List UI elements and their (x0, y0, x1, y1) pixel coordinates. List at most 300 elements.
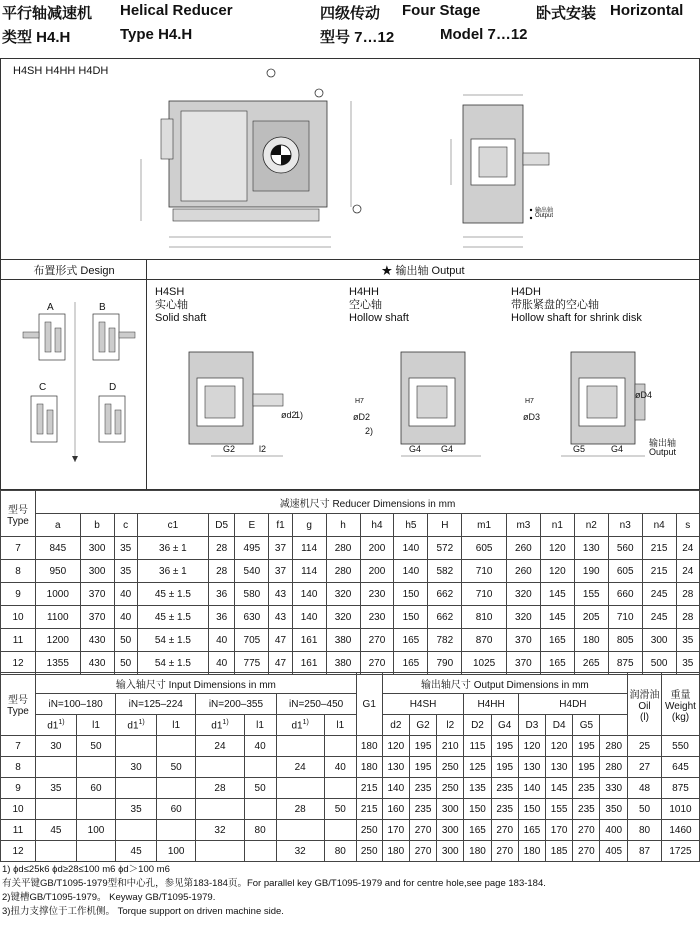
data-cell: 161 (292, 652, 326, 675)
type-header-cn: 型号 (8, 504, 28, 516)
data-cell: 28 (276, 799, 324, 820)
data-cell: 50 (76, 736, 115, 757)
column-label: d1 (47, 720, 59, 732)
data-cell: 875 (608, 652, 642, 675)
data-cell: 185 (546, 841, 573, 862)
data-cell (324, 820, 356, 841)
main-drawing (1, 59, 699, 259)
data-cell (196, 841, 244, 862)
data-cell: 140 (292, 606, 326, 629)
data-cell: 37 (269, 560, 292, 583)
data-cell (76, 841, 115, 862)
data-cell: 135 (464, 778, 491, 799)
stage-en: Four Stage (402, 2, 481, 19)
type-cell: 9 (1, 778, 36, 799)
data-cell: 120 (518, 736, 545, 757)
table-row (1, 778, 700, 799)
h4sh-diagram (171, 338, 321, 468)
output-col-D3: D3 (518, 715, 545, 736)
data-cell (76, 757, 115, 778)
oil-header-en: Oil (638, 700, 651, 712)
data-cell: 1355 (36, 652, 81, 675)
data-cell: 320 (506, 583, 540, 606)
position-a-diagram (23, 314, 65, 360)
data-cell: 150 (518, 799, 545, 820)
data-cell: 125 (464, 757, 491, 778)
data-cell: 160 (382, 799, 409, 820)
h4sh-title (155, 286, 206, 325)
data-cell (116, 778, 157, 799)
side-view (451, 95, 549, 247)
data-cell: 50 (628, 799, 662, 820)
type-cell: 8 (1, 757, 36, 778)
type-header-en: Type (7, 706, 29, 717)
type-cell: 9 (1, 583, 36, 606)
data-cell: 280 (600, 736, 628, 757)
ratio-range-header: iN=125–224 (116, 694, 196, 715)
data-cell: 120 (540, 560, 574, 583)
data-cell (244, 799, 276, 820)
data-cell: 210 (437, 736, 464, 757)
position-label-d: D (109, 382, 117, 393)
data-cell: 165 (540, 629, 574, 652)
data-cell: 540 (235, 560, 269, 583)
data-cell (36, 757, 77, 778)
output-col-D4: D4 (546, 715, 573, 736)
data-cell: 245 (642, 583, 676, 606)
data-cell: 27 (628, 757, 662, 778)
table-row (1, 583, 700, 606)
data-cell: 710 (462, 583, 507, 606)
data-cell: 165 (464, 820, 491, 841)
data-cell: 36 (208, 583, 234, 606)
data-cell: 114 (292, 560, 326, 583)
type-cell: 12 (1, 652, 36, 675)
data-cell: 43 (269, 606, 292, 629)
data-cell: 370 (506, 652, 540, 675)
drawing-variants-label: H4SH H4HH H4DH (13, 65, 109, 77)
data-cell: 45 ± 1.5 (137, 583, 208, 606)
data-cell: 25 (628, 736, 662, 757)
data-cell: 24 (676, 537, 699, 560)
data-cell: 370 (80, 583, 114, 606)
h4hh-dim-d2: øD2 (353, 412, 371, 422)
data-cell: 45 (36, 820, 77, 841)
position-label-b: B (99, 302, 106, 313)
data-cell (156, 778, 195, 799)
type-cell: 11 (1, 629, 36, 652)
column-label: d1 (291, 720, 303, 732)
h4hh-group-header: H4HH (464, 694, 518, 715)
table-row (1, 736, 700, 757)
reducer-dimensions-title: 减速机尺寸 Reducer Dimensions in mm (36, 491, 700, 514)
data-cell: 120 (540, 537, 574, 560)
arrangement-diagram (1, 282, 147, 490)
title-en: Helical Reducer (120, 2, 233, 19)
data-cell: 645 (662, 757, 700, 778)
footnote-ref: 1) (302, 718, 309, 726)
shaft-dimensions-body (1, 673, 700, 862)
data-cell: 195 (491, 736, 518, 757)
output-title: ★ 输出轴 Output (147, 260, 699, 280)
footnote: 有关平键GB/T1095-1979型和中心孔，参见第183-184页。For parallel key GB/T1095-1979 and for centre hole,see page 183-184. (2, 878, 546, 889)
data-cell: 775 (235, 652, 269, 675)
column-label: d1 (211, 720, 223, 732)
h4hh-code: H4HH (349, 286, 379, 298)
data-cell: 140 (394, 537, 428, 560)
data-cell: 1010 (662, 799, 700, 820)
data-cell: 400 (600, 820, 628, 841)
data-cell: 140 (518, 778, 545, 799)
data-cell: 100 (76, 820, 115, 841)
data-cell: 572 (428, 537, 462, 560)
data-cell: 54 ± 1.5 (137, 629, 208, 652)
data-cell: 662 (428, 583, 462, 606)
data-cell: 130 (574, 537, 608, 560)
data-cell: 170 (382, 820, 409, 841)
data-cell: 28 (208, 537, 234, 560)
data-cell: 100 (156, 841, 195, 862)
data-cell: 47 (269, 652, 292, 675)
input-col-d1 (276, 715, 324, 736)
column-header-h: h (326, 514, 360, 537)
data-cell: 30 (116, 757, 157, 778)
mount-cn: 卧式安装 (536, 5, 597, 22)
column-header-row (1, 514, 700, 537)
data-cell: 36 (208, 606, 234, 629)
data-cell: 270 (409, 820, 436, 841)
data-cell: 270 (491, 841, 518, 862)
data-cell: 54 ± 1.5 (137, 652, 208, 675)
data-cell: 215 (642, 560, 676, 583)
data-cell: 805 (608, 629, 642, 652)
data-cell: 37 (269, 537, 292, 560)
table-header-row (1, 673, 700, 694)
data-cell: 165 (540, 652, 574, 675)
h4dh-dim-g4: G4 (611, 444, 624, 454)
data-cell: 130 (382, 757, 409, 778)
data-cell: 250 (437, 778, 464, 799)
data-cell: 320 (326, 583, 360, 606)
data-cell: 165 (518, 820, 545, 841)
position-d-diagram (99, 396, 125, 442)
footnote-ref: 1) (58, 718, 65, 726)
output-col-l2: l2 (437, 715, 464, 736)
position-b-diagram (93, 314, 135, 360)
table-row (1, 606, 700, 629)
data-cell: 50 (114, 652, 137, 675)
data-cell: 270 (409, 841, 436, 862)
data-cell: 32 (196, 820, 244, 841)
data-cell: 245 (642, 606, 676, 629)
data-cell (196, 757, 244, 778)
data-cell: 80 (324, 841, 356, 862)
data-cell: 380 (326, 652, 360, 675)
data-cell (276, 820, 324, 841)
data-cell: 195 (409, 757, 436, 778)
data-cell: 180 (356, 736, 382, 757)
input-col-l1: l1 (244, 715, 276, 736)
data-cell: 50 (244, 778, 276, 799)
data-cell: 114 (292, 537, 326, 560)
output-col-d2: d2 (382, 715, 409, 736)
h4sh-code: H4SH (155, 286, 185, 298)
data-cell (116, 736, 157, 757)
data-cell (196, 799, 244, 820)
data-cell: 161 (292, 629, 326, 652)
table-row (1, 560, 700, 583)
data-cell: 265 (574, 652, 608, 675)
data-cell: 50 (156, 757, 195, 778)
data-cell: 130 (518, 757, 545, 778)
type-header-en: Type (7, 515, 29, 527)
data-cell: 260 (506, 560, 540, 583)
data-cell: 950 (36, 560, 81, 583)
data-cell: 35 (116, 799, 157, 820)
column-label: d1 (127, 720, 139, 732)
data-cell: 605 (608, 560, 642, 583)
input-col-l1: l1 (324, 715, 356, 736)
type-cn: 类型 H4.H (2, 29, 71, 46)
footnotes (2, 863, 546, 919)
h4dh-output-cn: 输出轴 (649, 438, 677, 448)
data-cell (244, 841, 276, 862)
oil-header-cn: 润滑油 (629, 689, 660, 701)
data-cell: 180 (518, 841, 545, 862)
table-row (1, 820, 700, 841)
data-cell: 790 (428, 652, 462, 675)
data-cell: 582 (428, 560, 462, 583)
position-label-c: C (39, 382, 47, 393)
output-col-G5: G5 (573, 715, 600, 736)
data-cell: 28 (196, 778, 244, 799)
data-cell: 300 (642, 629, 676, 652)
data-cell (156, 820, 195, 841)
model-en: Model 7…12 (440, 26, 528, 43)
data-cell: 43 (269, 583, 292, 606)
column-header-m3: m3 (506, 514, 540, 537)
column-header-n3: n3 (608, 514, 642, 537)
data-cell: 710 (462, 560, 507, 583)
column-header-m1: m1 (462, 514, 507, 537)
data-cell: 430 (80, 629, 114, 652)
input-col-l1: l1 (156, 715, 195, 736)
page-header (2, 0, 698, 54)
data-cell: 170 (546, 820, 573, 841)
data-cell: 270 (491, 820, 518, 841)
arrangement-title: 布置形式 Design (1, 260, 147, 280)
layout-section (0, 260, 700, 490)
data-cell: 140 (292, 583, 326, 606)
data-cell: 250 (356, 820, 382, 841)
table-row (1, 757, 700, 778)
data-cell (276, 736, 324, 757)
footnote-ref: 1) (222, 718, 229, 726)
data-cell: 28 (208, 560, 234, 583)
data-cell: 250 (356, 841, 382, 862)
data-cell: 180 (464, 841, 491, 862)
data-cell: 180 (356, 757, 382, 778)
legend-output: Output (535, 213, 554, 219)
data-cell: 200 (360, 537, 394, 560)
data-cell: 260 (506, 537, 540, 560)
main-drawing-frame (0, 58, 700, 260)
input-col-d1 (116, 715, 157, 736)
weight-header-cn: 重量 (670, 689, 691, 701)
weight-header-en: Weight (665, 700, 696, 712)
data-cell: 300 (437, 820, 464, 841)
data-cell: 24 (196, 736, 244, 757)
data-cell: 35 (676, 629, 699, 652)
oil-header (628, 673, 662, 736)
data-cell: 270 (573, 841, 600, 862)
position-label-a: A (47, 302, 54, 313)
position-c-diagram (31, 396, 57, 442)
h4dh-cn: 带胀紧盘的空心轴 (511, 299, 599, 311)
data-cell: 370 (506, 629, 540, 652)
h4dh-group-header: H4DH (518, 694, 627, 715)
data-cell: 35 (114, 537, 137, 560)
type-cell: 7 (1, 736, 36, 757)
model-cn: 型号 7…12 (320, 29, 395, 46)
data-cell (76, 799, 115, 820)
footnote: 2)键槽GB/T1095-1979。 Keyway GB/T1095-1979. (2, 892, 216, 903)
mount-en: Horizontal (610, 2, 684, 19)
column-header-f1: f1 (269, 514, 292, 537)
ratio-range-header: iN=200–355 (196, 694, 276, 715)
data-cell (324, 736, 356, 757)
data-cell (36, 799, 77, 820)
weight-header (662, 673, 700, 736)
type-cell: 10 (1, 606, 36, 629)
column-header-n2: n2 (574, 514, 608, 537)
data-cell: 60 (76, 778, 115, 799)
data-cell: 300 (437, 841, 464, 862)
data-cell: 270 (573, 820, 600, 841)
h4hh-dim-g4-right: G4 (441, 444, 454, 454)
data-cell: 200 (360, 560, 394, 583)
data-cell: 165 (394, 652, 428, 675)
data-cell: 50 (114, 629, 137, 652)
data-cell (276, 778, 324, 799)
data-cell: 330 (600, 778, 628, 799)
output-col-D2: D2 (464, 715, 491, 736)
data-cell: 145 (546, 778, 573, 799)
data-cell: 230 (360, 583, 394, 606)
data-cell: 36 ± 1 (137, 560, 208, 583)
type-header (1, 491, 36, 537)
arrangement-panel (1, 260, 147, 490)
footnote: 3)扭力支撑位于工作机侧。 Torque support on driven machine side. (2, 906, 284, 917)
data-cell: 195 (573, 757, 600, 778)
type-cell: 11 (1, 820, 36, 841)
data-cell: 180 (574, 629, 608, 652)
data-cell (244, 757, 276, 778)
column-header-n1: n1 (540, 514, 574, 537)
type-header (1, 673, 36, 736)
data-cell: 580 (235, 583, 269, 606)
ratio-range-header: iN=100–180 (36, 694, 116, 715)
data-cell: 150 (464, 799, 491, 820)
data-cell: 1025 (462, 652, 507, 675)
data-cell: 155 (546, 799, 573, 820)
data-cell: 550 (662, 736, 700, 757)
data-cell: 145 (540, 583, 574, 606)
table-header-row (1, 491, 700, 514)
data-cell: 300 (80, 537, 114, 560)
data-cell: 165 (394, 629, 428, 652)
column-header-s: s (676, 514, 699, 537)
data-cell: 36 ± 1 (137, 537, 208, 560)
data-cell: 180 (382, 841, 409, 862)
data-cell: 150 (394, 583, 428, 606)
type-en: Type H4.H (120, 26, 193, 43)
data-cell: 205 (574, 606, 608, 629)
footnote-ref: 1) (138, 718, 145, 726)
data-cell: 60 (156, 799, 195, 820)
input-dimensions-title: 输入轴尺寸 Input Dimensions in mm (36, 673, 357, 694)
data-cell: 28 (676, 583, 699, 606)
data-cell: 215 (356, 778, 382, 799)
data-cell: 140 (394, 560, 428, 583)
data-cell: 250 (437, 757, 464, 778)
data-cell: 115 (464, 736, 491, 757)
h4dh-dim-d4: øD4 (635, 390, 653, 400)
type-cell: 7 (1, 537, 36, 560)
data-cell: 195 (409, 736, 436, 757)
data-cell: 405 (600, 841, 628, 862)
h4hh-dim-h7: H7 (355, 398, 364, 405)
weight-header-unit: (kg) (671, 711, 690, 723)
h4sh-dim-d2: ød2 (281, 410, 297, 420)
data-cell: 30 (36, 736, 77, 757)
data-cell: 45 (116, 841, 157, 862)
front-view (141, 69, 361, 247)
data-cell: 235 (573, 778, 600, 799)
data-cell: 35 (676, 652, 699, 675)
data-cell: 24 (676, 560, 699, 583)
data-cell: 845 (36, 537, 81, 560)
data-cell: 40 (208, 629, 234, 652)
h4dh-dim-d3: øD3 (523, 412, 541, 422)
reducer-dimensions-table (0, 490, 700, 675)
input-col-d1 (196, 715, 244, 736)
data-cell: 280 (326, 560, 360, 583)
data-cell: 80 (628, 820, 662, 841)
data-cell: 48 (628, 778, 662, 799)
table-row (1, 537, 700, 560)
g1-header: G1 (356, 673, 382, 736)
h4sh-dim-g2: G2 (223, 444, 236, 454)
output-col-G4: G4 (491, 715, 518, 736)
legend-input: 输出轴 (535, 208, 554, 214)
data-cell: 660 (608, 583, 642, 606)
data-cell: 320 (506, 606, 540, 629)
ratio-range-header: iN=250–450 (276, 694, 356, 715)
data-cell (156, 736, 195, 757)
data-cell: 120 (382, 736, 409, 757)
data-cell: 495 (235, 537, 269, 560)
h4hh-dim-note: 2) (365, 426, 374, 436)
data-cell (116, 820, 157, 841)
data-cell: 810 (462, 606, 507, 629)
column-header-b: b (80, 514, 114, 537)
table-row (1, 841, 700, 862)
data-cell: 235 (573, 799, 600, 820)
data-cell: 380 (326, 629, 360, 652)
table-row (1, 799, 700, 820)
h4dh-dim-g5: G5 (573, 444, 586, 454)
